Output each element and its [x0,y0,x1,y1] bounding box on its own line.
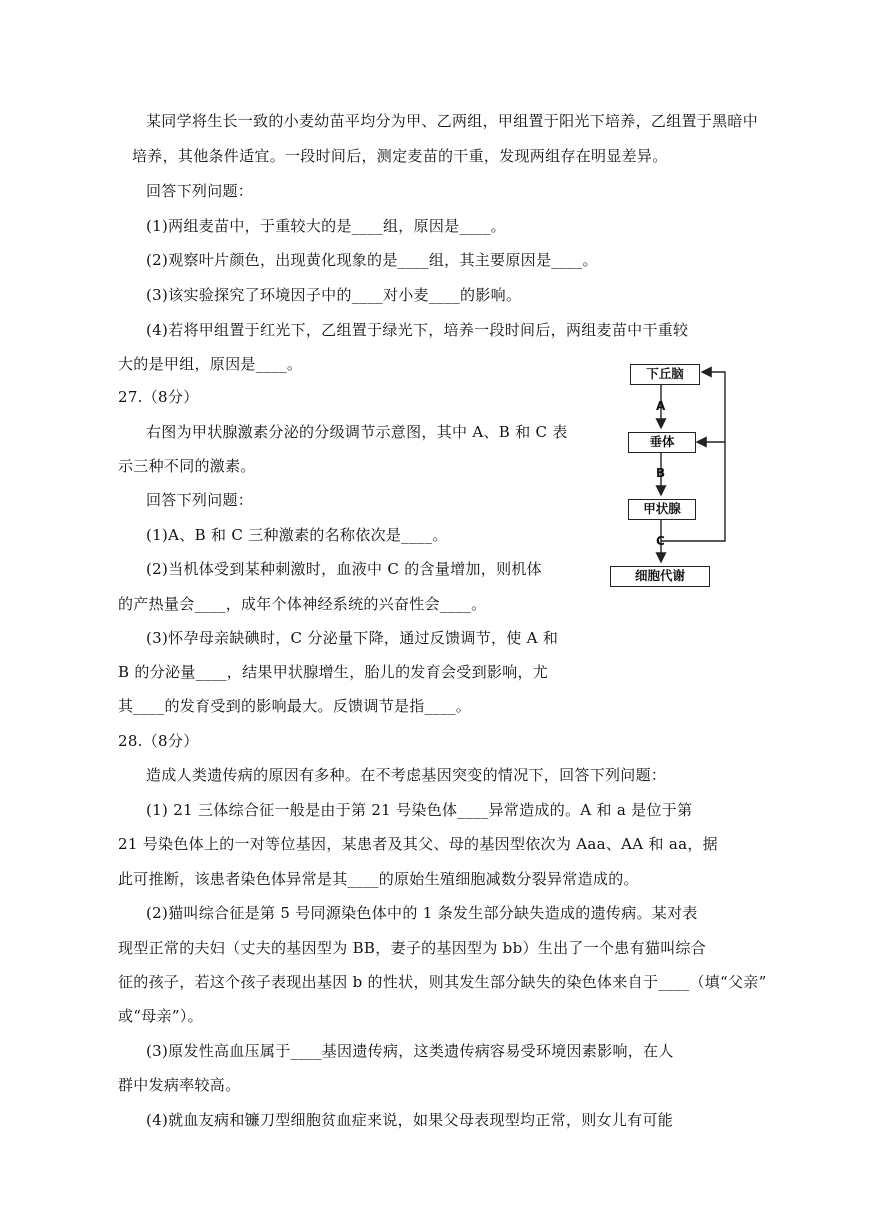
q28-part-1-line-3: 此可推断，该患者染色体异常是其____的原始生殖细胞减数分裂异常造成的。 [118,870,639,888]
q28-part-1-line-2: 21 号染色体上的一对等位基因，某患者及其父、母的基因型依次为 Aaa、AA 和 aa，据 [118,835,718,853]
hormone-b-label: B [656,466,666,480]
q28-part-2-line-2: 现型正常的夫妇（丈夫的基因型为 BB，妻子的基因型为 bb）生出了一个患有猫叫综合 [118,939,707,957]
q28-part-3-line-1: (3)原发性高血压属于____基因遗传病，这类遗传病容易受环境因素影响，在人 [146,1042,674,1060]
q26-part-4-line-1: (4)若将甲组置于红光下，乙组置于绿光下，培养一段时间后，两组麦苗中干重较 [146,321,689,339]
q27-part-3-line-3: 其____的发育受到的影响最大。反馈调节是指____。 [118,697,472,715]
thyroid-regulation-diagram [600,360,740,595]
hypothalamus-box: 下丘脑 [630,364,700,385]
q28-part-2-line-4: 或“母亲”）。 [118,1007,203,1025]
q28-part-2-line-1: (2)猫叫综合征是第 5 号同源染色体中的 1 条发生部分缺失造成的遗传病。某对表 [146,904,698,922]
q26-part-1: (1)两组麦苗中，于重较大的是____组，原因是____。 [146,217,506,235]
intro-line-2: 培养，其他条件适宜。一段时间后，测定麦苗的干重，发现两组存在明显差异。 [132,147,668,165]
q27-description-line-1: 右图为甲状腺激素分泌的分级调节示意图，其中 A、B 和 C 表 [146,423,568,441]
q27-part-3-line-1: (3)怀孕母亲缺碘时，C 分泌量下降，通过反馈调节，使 A 和 [146,629,559,647]
q28-part-3-line-2: 群中发病率较高。 [118,1076,241,1094]
q27-description-line-2: 示三种不同的激素。 [118,457,256,475]
q26-part-4-line-2: 大的是甲组，原因是____。 [118,355,303,373]
intro-line-1: 某同学将生长一致的小麦幼苗平均分为甲、乙两组，甲组置于阳光下培养，乙组置于黑暗中 [146,112,759,130]
q27-prompt: 回答下列问题： [146,491,254,509]
q26-part-2: (2)观察叶片颜色，出现黄化现象的是____组，其主要原因是____。 [146,251,598,269]
q28-intro: 造成人类遗传病的原因有多种。在不考虑基因突变的情况下，回答下列问题： [146,766,667,784]
hormone-c-label: C [656,534,665,548]
cell-metabolism-box: 细胞代谢 [610,566,710,587]
q27-part-2-line-1: (2)当机体受到某种刺激时，血液中 C 的含量增加，则机体 [146,560,542,578]
q28-heading: 28.（8分） [118,732,199,750]
q28-part-2-line-3: 征的孩子，若这个孩子表现出基因 b 的性状，则其发生部分缺失的染色体来自于____（填“父亲” [118,973,767,991]
thyroid-box: 甲状腺 [628,499,696,520]
q27-part-2-line-2: 的产热量会____，成年个体神经系统的兴奋性会____。 [118,595,487,613]
q28-part-4: (4)就血友病和镰刀型细胞贫血症来说，如果父母表现型均正常，则女儿有可能 [146,1111,674,1129]
diagram-arrows [600,360,740,595]
q27-part-1: (1)A、B 和 C 三种激素的名称依次是____。 [146,526,448,544]
hormone-a-label: A [656,399,666,413]
q27-part-3-line-2: B 的分泌量____，结果甲状腺增生，胎儿的发育会受到影响，尤 [118,663,549,681]
q27-heading: 27.（8分） [118,388,199,406]
pituitary-box: 垂体 [628,432,696,453]
q26-part-3: (3)该实验探究了环境因子中的____对小麦____的影响。 [146,286,522,304]
intro-prompt: 回答下列问题： [146,182,254,200]
q28-part-1-line-1: (1) 21 三体综合征一般是由于第 21 号染色体____异常造成的。A 和 a 是位于第 [146,801,693,819]
